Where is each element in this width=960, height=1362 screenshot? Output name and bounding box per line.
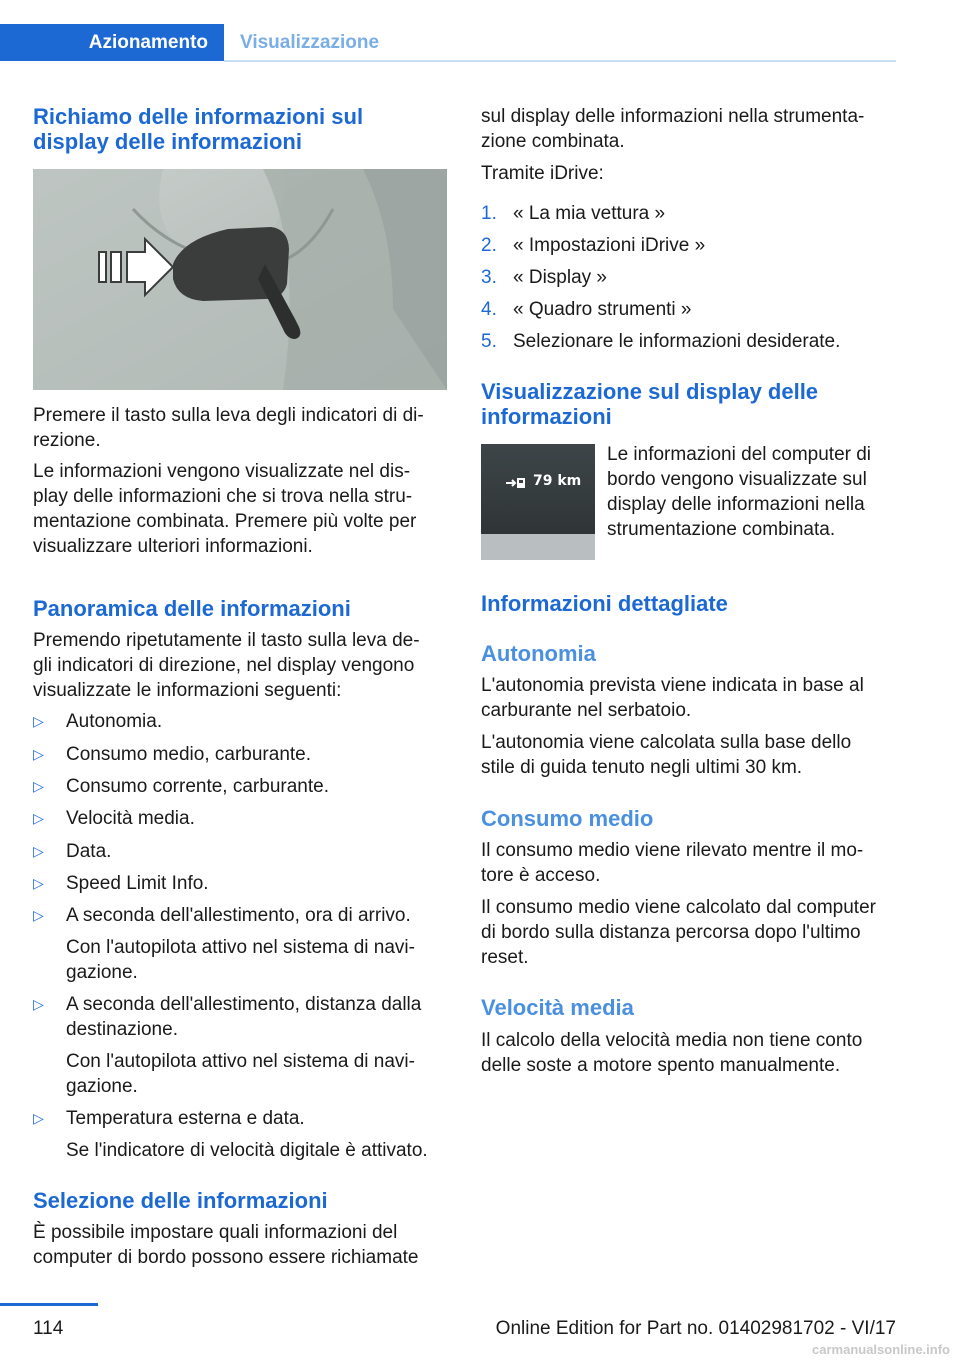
step-number: 1. <box>481 203 497 224</box>
step-number: 4. <box>481 299 497 320</box>
list-item-text: Temperatura esterna e data. <box>66 1108 305 1129</box>
section-title-line: Visualizzazione sul display delle <box>481 379 819 404</box>
paragraph <box>33 628 420 703</box>
section-title-visualizzazione <box>481 379 818 429</box>
triangle-bullet-icon: ▷ <box>33 778 44 794</box>
list-item-continuation: destinazione. <box>66 1019 178 1040</box>
text-line: gazione. <box>66 962 138 983</box>
text-line: visualizzare ulteriori informazioni. <box>33 536 313 557</box>
text-line: di bordo sulla distanza percorsa dopo l'ultimo <box>481 922 861 943</box>
text-line: Premendo ripetutamente il tasto sulla leva de‐ <box>33 630 420 651</box>
list-item-note <box>66 935 415 985</box>
text-line: L'autonomia viene calcolata sulla base dello <box>481 732 852 753</box>
display-screen <box>481 444 595 534</box>
fuel-range-icon <box>505 476 527 490</box>
section-title-dettagliate: Informazioni dettagliate <box>481 591 728 616</box>
text-line: mentazione combinata. Premere più volte per <box>33 511 417 532</box>
text-line: carburante nel serbatoio. <box>481 700 692 721</box>
paragraph <box>481 673 864 723</box>
paragraph <box>481 104 864 154</box>
text-line: gli indicatori di direzione, nel display vengono <box>33 655 415 676</box>
step-text: « Impostazioni iDrive » <box>513 235 706 256</box>
subsection-title-consumo-medio: Consumo medio <box>481 806 654 831</box>
text-line: reset. <box>481 947 529 968</box>
step-number: 5. <box>481 331 497 352</box>
triangle-bullet-icon: ▷ <box>33 746 44 762</box>
list-item-text: Autonomia. <box>66 711 163 732</box>
list-item-text: A seconda dell'allestimento, ora di arrivo. <box>66 905 411 926</box>
text-line: Premere il tasto sulla leva degli indicatori di di‐ <box>33 405 424 426</box>
paragraph <box>481 730 851 780</box>
triangle-bullet-icon: ▷ <box>33 875 44 891</box>
text-line: Le informazioni vengono visualizzate nel dis‐ <box>33 461 411 482</box>
turn-signal-lever-illustration <box>33 169 447 390</box>
paragraph: Tramite iDrive: <box>481 163 604 184</box>
paragraph <box>607 442 897 542</box>
display-range-value: 79 km <box>533 473 582 489</box>
step-text: Selezionare le informazioni desiderate. <box>513 331 841 352</box>
text-line: delle soste a motore spento manualmente. <box>481 1055 841 1076</box>
section-title-line: display delle informazioni <box>33 129 302 154</box>
display-frame <box>481 534 595 560</box>
step-text: « Display » <box>513 267 607 288</box>
text-line: Con l'autopilota attivo nel sistema di navi‐ <box>66 937 415 958</box>
text-line: play delle informazioni che si trova nella stru‐ <box>33 486 413 507</box>
triangle-bullet-icon: ▷ <box>33 810 44 826</box>
section-title-panoramica: Panoramica delle informazioni <box>33 596 351 621</box>
text-line: Con l'autopilota attivo nel sistema di navi‐ <box>66 1051 415 1072</box>
footer-accent-line <box>0 1303 98 1306</box>
triangle-bullet-icon: ▷ <box>33 996 44 1012</box>
text-line: È possibile impostare quali informazioni del <box>33 1222 398 1243</box>
text-line: Il calcolo della velocità media non tiene conto <box>481 1030 863 1051</box>
list-item-text: A seconda dell'allestimento, distanza dalla <box>66 994 422 1015</box>
section-title-richiamo <box>33 104 363 154</box>
step-number: 2. <box>481 235 497 256</box>
text-line: stile di guida tenuto negli ultimi 30 km. <box>481 757 803 778</box>
header-divider <box>224 60 896 62</box>
list-item-text: Data. <box>66 841 112 862</box>
triangle-bullet-icon: ▷ <box>33 843 44 859</box>
text-line: Il consumo medio viene calcolato dal computer <box>481 897 876 918</box>
step-text: « La mia vettura » <box>513 203 666 224</box>
text-line: strumentazione combinata. <box>607 519 836 540</box>
section-title-line: informazioni <box>481 404 612 429</box>
paragraph <box>481 895 876 970</box>
list-item-text: Consumo corrente, carburante. <box>66 776 329 797</box>
tab-azionamento[interactable]: Azionamento <box>0 24 224 61</box>
list-item-note: Se l'indicatore di velocità digitale è attivato. <box>66 1140 428 1161</box>
text-line: sul display delle informazioni nella strumenta‐ <box>481 106 865 127</box>
text-line: zione combinata. <box>481 131 625 152</box>
text-line: visualizzate le informazioni seguenti: <box>33 680 342 701</box>
text-line: L'autonomia prevista viene indicata in base al <box>481 675 864 696</box>
list-item-note <box>66 1049 415 1099</box>
paragraph <box>33 1220 418 1270</box>
text-line: display delle informazioni nella <box>607 494 865 515</box>
paragraph <box>481 838 863 888</box>
text-line: tore è acceso. <box>481 865 601 886</box>
triangle-bullet-icon: ▷ <box>33 713 44 729</box>
subsection-title-velocita-media: Velocità media <box>481 995 634 1020</box>
triangle-bullet-icon: ▷ <box>33 1110 44 1126</box>
text-line: Le informazioni del computer di <box>607 444 872 465</box>
step-number: 3. <box>481 267 497 288</box>
step-text: « Quadro strumenti » <box>513 299 692 320</box>
list-item-text: Velocità media. <box>66 808 195 829</box>
section-title-selezione: Selezione delle informazioni <box>33 1188 328 1213</box>
text-line: computer di bordo possono essere richiamate <box>33 1247 419 1268</box>
text-line: bordo vengono visualizzate sul <box>607 469 867 490</box>
subsection-title-autonomia: Autonomia <box>481 641 596 666</box>
section-title-line: Richiamo delle informazioni sul <box>33 104 364 129</box>
triangle-bullet-icon: ▷ <box>33 907 44 923</box>
paragraph <box>33 459 416 559</box>
edition-text: Online Edition for Part no. 01402981702 - VI/17 <box>495 1318 896 1339</box>
info-display-image <box>481 444 595 560</box>
text-line: Il consumo medio viene rilevato mentre il mo‐ <box>481 840 864 861</box>
text-line: gazione. <box>66 1076 138 1097</box>
list-item-text: Speed Limit Info. <box>66 873 209 894</box>
watermark-text: carmanualsonline.info <box>812 1342 950 1357</box>
page-number: 114 <box>33 1318 64 1339</box>
paragraph <box>481 1028 862 1078</box>
paragraph <box>33 403 424 453</box>
page-header <box>0 0 960 64</box>
tab-visualizzazione[interactable]: Visualizzazione <box>240 31 380 53</box>
list-item-text: Consumo medio, carburante. <box>66 744 312 765</box>
text-line: rezione. <box>33 430 101 451</box>
